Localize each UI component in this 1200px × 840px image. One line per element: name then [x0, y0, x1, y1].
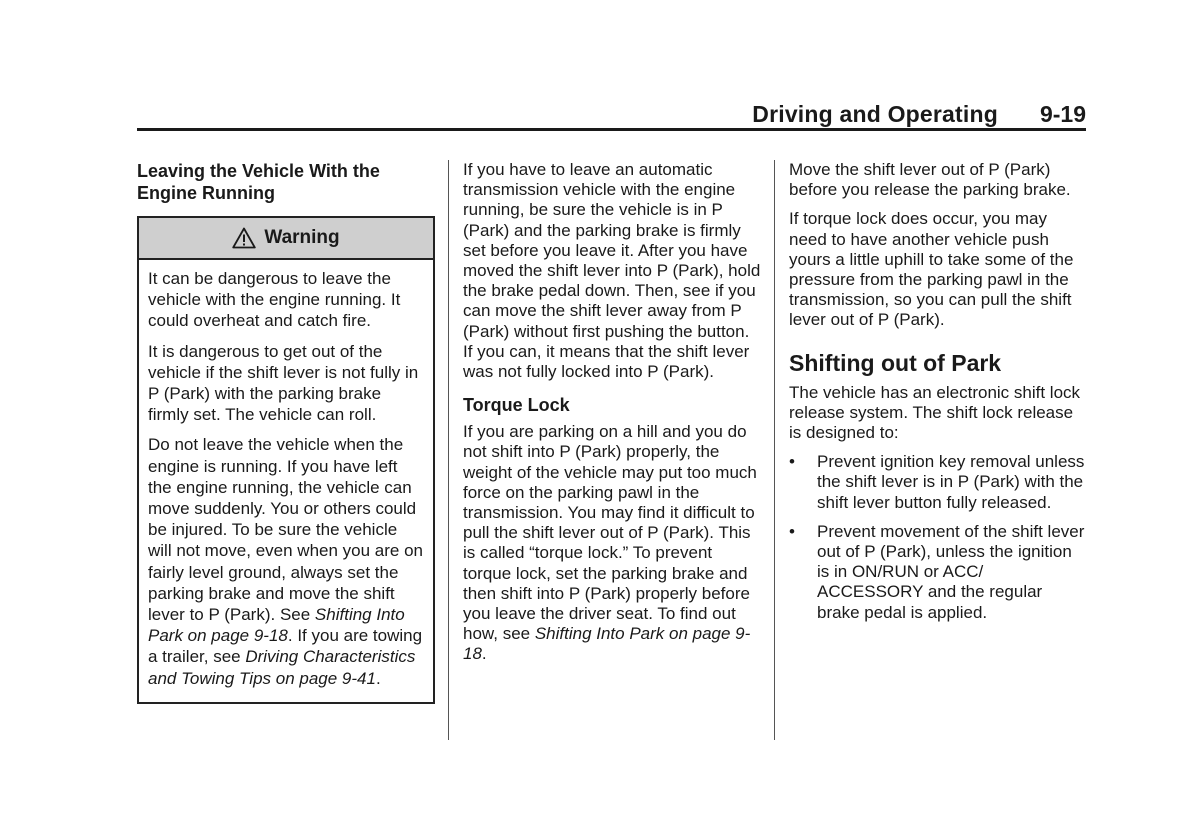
- warning-paragraph-3: [148, 434, 424, 688]
- warning-p3-text-a: Do not leave the vehicle when the engine is running. If you have left the engine running, the vehicle can move suddenly. You or others could be injured. To be sure the vehicle will not move, even when you are on fairly level ground, always set the parking brake and move the shift lever to P (Park). See: [148, 435, 423, 625]
- paragraph-torque-lock: [463, 422, 763, 664]
- torque-lock-text-end: .: [481, 644, 487, 664]
- list-item: [789, 452, 1086, 513]
- torque-lock-text: If you are parking on a hill and you do not shift into P (Park) properly, the weight of the vehicle may put too much force on the parking pawl in the transmission. You may find it difficult to pull the shift lever out of P (Park). This is called “torque lock.” To prevent torque lock, set the parking brake and then shift into P (Park) properly before you leave the driver seat. To find out how, see: [463, 422, 757, 644]
- column-divider-2: [774, 160, 775, 740]
- bullet-list: [789, 452, 1086, 623]
- list-item: [789, 522, 1086, 623]
- warning-header: [139, 218, 433, 260]
- column-1: [137, 160, 435, 704]
- page-header: [137, 101, 1086, 131]
- list-item-text: Prevent ignition key removal unless the shift lever is in P (Park) with the shift lever button fully released.: [817, 452, 1085, 512]
- section-heading-leaving-vehicle: Leaving the Vehicle With the Engine Running: [137, 161, 380, 203]
- warning-p3-text-b: . If you are towing a trailer, see: [148, 626, 423, 667]
- warning-box: [137, 216, 435, 704]
- link-shifting-into-park-2[interactable]: Shifting Into Park on page 9-18: [463, 624, 751, 664]
- paragraph-move-shift-lever: Move the shift lever out of P (Park) before you release the parking brake.: [789, 160, 1071, 200]
- paragraph-torque-lock-occurs: If torque lock does occur, you may need to have another vehicle push yours a little uphill to take some of the pressure from the parking pawl in the transmission, so you can pull the shift lever out of P (Park).: [789, 209, 1074, 330]
- warning-paragraph-1: It can be dangerous to leave the vehicle with the engine running. It could overheat and catch fire.: [148, 269, 401, 331]
- warning-label: Warning: [264, 226, 340, 248]
- page-number: 9-19: [1039, 101, 1086, 127]
- column-divider-1: [448, 160, 449, 740]
- paragraph-shift-lock-release: The vehicle has an electronic shift lock release system. The shift lock release is designed to:: [789, 382, 1081, 443]
- paragraph-automatic-transmission: If you have to leave an automatic transmission vehicle with the engine running, be sure the vehicle is in P (Park) and the parking brake is firmly set before you leave it. After you have moved the shift lever into P (Park), hold the brake pedal down. Then, see if you can move the shift lever away from P (Park) without first pushing the button. If you can, it means that the shift lever was not fully locked into P (Park).: [463, 160, 761, 382]
- warning-triangle-icon: [232, 227, 256, 249]
- list-item-text: Prevent movement of the shift lever out of P (Park), unless the ignition is in ON/RUN or ACC/ ACCESSORY and the regular brake pedal is applied.: [817, 521, 1085, 622]
- link-driving-characteristics[interactable]: Driving Characteristics and Towing Tips on page 9-41: [148, 647, 416, 688]
- bullet-icon: •: [789, 521, 795, 541]
- section-title: Driving and Operating: [752, 101, 998, 127]
- column-3: [789, 160, 1086, 632]
- bullet-icon: •: [789, 452, 795, 472]
- column-2: [463, 160, 763, 674]
- warning-paragraph-2: It is dangerous to get out of the vehicle if the shift lever is not fully in P (Park) with the parking brake firmly set. The vehicle can roll.: [148, 341, 419, 425]
- subheading-torque-lock: Torque Lock: [463, 395, 570, 416]
- section-heading-shifting-out-of-park: Shifting out of Park: [789, 349, 1002, 376]
- warning-p3-text-c: .: [375, 668, 381, 688]
- header-rule: [137, 128, 1086, 131]
- link-shifting-into-park[interactable]: Shifting Into Park on page 9-18: [148, 605, 405, 646]
- warning-body: [139, 260, 433, 702]
